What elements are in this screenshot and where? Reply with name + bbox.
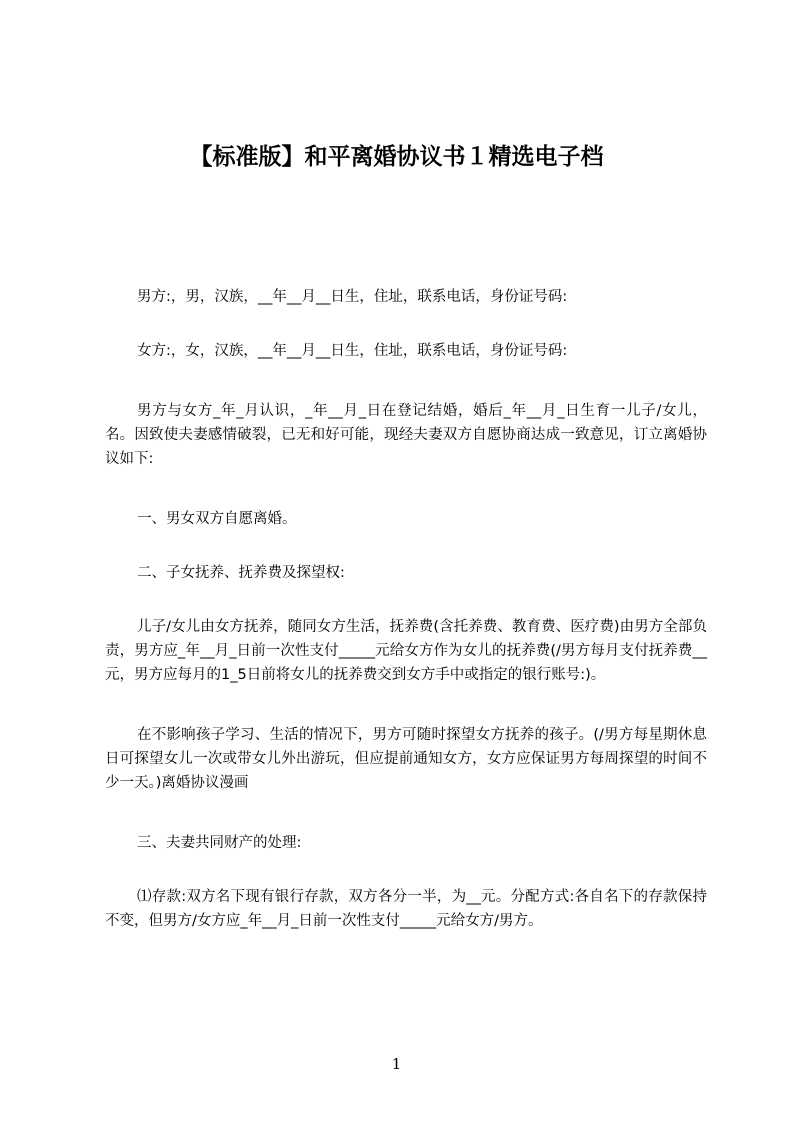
paragraph-deposits: ⑴存款:双方名下现有银行存款，双方各分一半，为__元。分配方式:各自名下的存款保持不变，但男方/女方应_年__月_日前一次性支付_____元给女方/男方。 [105, 889, 707, 929]
document-title: 【标准版】和平离婚协议书１精选电子档 [189, 144, 604, 170]
clause-3-heading: 三、夫妻共同财产的处理: [137, 835, 302, 851]
paragraph-male-party: 男方:，男，汉族，__年__月__日生，住址，联系电话，身份证号码: [137, 289, 568, 305]
page-number: 1 [391, 1055, 402, 1073]
paragraph-visitation: 在不影响孩子学习、生活的情况下，男方可随时探望女方抚养的孩子。(/男方每星期休息日可探望女儿一次或带女儿外出游玩，但应提前通知女方，女方应保证男方每周探望的时间不少一天。)离婚协议漫画 [105, 727, 707, 791]
document-body [105, 285, 707, 969]
clause-2-heading: 二、子女抚养、抚养费及探望权: [137, 565, 345, 581]
paragraph-preamble: 男方与女方_年_月认识，_年__月_日在登记结婚，婚后_年__月_日生育一儿子/女儿，名。因致使夫妻感情破裂，已无和好可能，现经夫妻双方自愿协商达成一致意见，订立离婚协议如下: [105, 403, 707, 467]
paragraph-child-support: 儿子/女儿由女方抚养，随同女方生活，抚养费(含托养费、教育费、医疗费)由男方全部负责，男方应_年__月_日前一次性支付_____元给女方作为女儿的抚养费(/男方每月支付抚养费__元，男方应每月的1_5日前将女儿的抚养费交到女方手中或指定的银行账号:)。 [105, 619, 707, 683]
paragraph-female-party: 女方:，女，汉族，__年__月__日生，住址，联系电话，身份证号码: [137, 343, 568, 359]
clause-1-divorce: 一、男女双方自愿离婚。 [137, 511, 297, 527]
